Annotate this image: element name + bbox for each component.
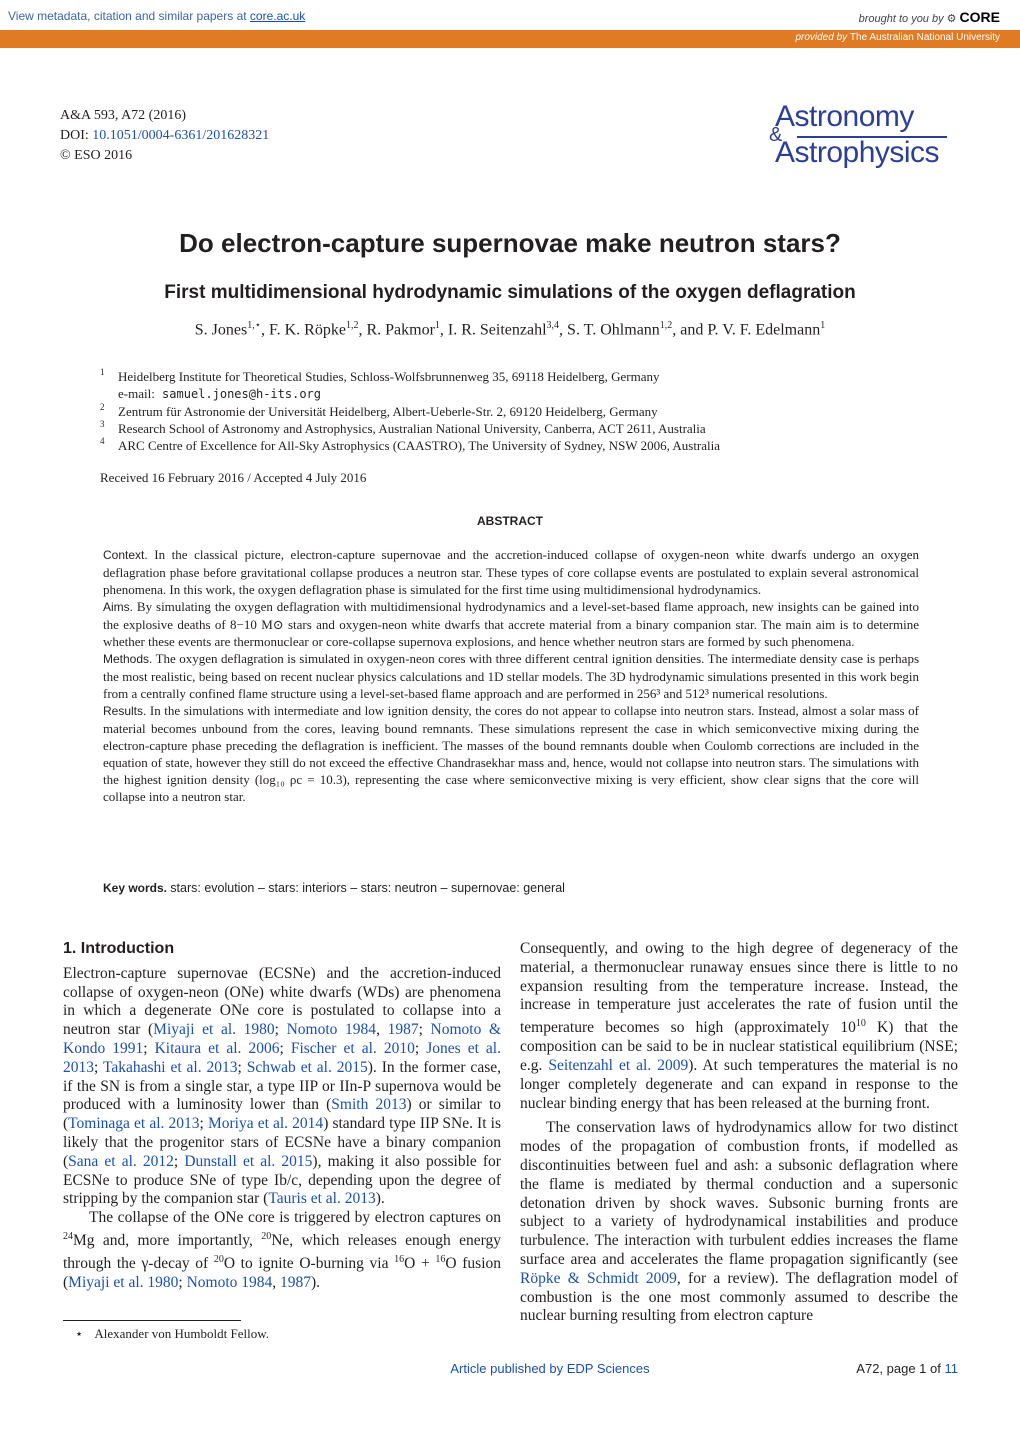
footnote-mark: ⋆ [75,1326,84,1341]
intro-paragraph-1: Electron-capture supernovae (ECSNe) and the accretion-induced collapse of oxygen-neon (ONe) white dwarfs (WDs) are phenomena in which a degenerate ONe core is postulated to collapse into a neutron star (Miyaji et al. 1980; Nomoto 1984, 1987; Nomoto & Kondo 1991; Kitaura et al. 2006; Fischer et al. 2010; Jones et al. 2013; Takahashi et al. 2013; Schwab et al. 2015). In the former case, if the SN is from a single star, a type IIP or IIn-P supernova would be produced with a luminosity lower than (Smith 2013) or similar to (Tominaga et al. 2013; Moriya et al. 2014) standard type IIP SNe. It is likely that the progenitor stars of ECSNe have a binary companion (Sana et al. 2012; Dunstall et al. 2015), making it also possible for ECSNe to produce SNe of type Ib/c, depending upon the degree of stripping by the companion star (Tauris et al. 2013). [63,964,502,1208]
affiliation [100,368,920,385]
author-affiliation-mark: 3,4 [546,320,560,331]
journal-doi-line [60,126,269,146]
body-right-column [520,940,958,1326]
paper-subtitle: First multidimensional hydrodynamic simulations of the oxygen deflagration [164,282,856,303]
citation-link[interactable]: Schwab et al. 2015 [246,1058,368,1076]
author-name: I. R. Seitenzahl [447,321,547,339]
core-brought-by[interactable] [859,9,1000,25]
intro-paragraph-3: Consequently, and owing to the high degree of degeneracy of the material, a thermonuclear runaway ensues since there is little to no expansion resulting from the temperature increase. Instead, the increase in temperature just accelerates the rate of fusion until the temperature becomes so high (approximately $10^{10}$ K) that the composition can be said to be in nuclear statistical equilibrium (NSE; e.g. Seitenzahl et al. 2009). At such temperatures the material is no longer completely degenerate and can expand in response to the nuclear binding energy that has been released at the burning front. [520,940,958,1112]
page-label: A72, page 1 of [856,1361,941,1376]
methods-text: The oxygen deflagration is simulated in oxygen-neon cores with three different central ignition densities. The intermediate density case is perhaps the most realistic, being based on recent nuclear physics calculations and 1D stellar models. The 3D hydrodynamic simulations presented in this work begin from a centrally confined flame structure using a level-set-based flame approach and are performed in 256³ and 512³ numerical resolutions. [103,651,920,701]
publisher-link[interactable]: Article published by EDP Sciences [450,1361,650,1376]
citation-link[interactable]: Röpke & Schmidt 2009 [520,1269,677,1287]
journal-meta [60,106,269,166]
abstract [103,546,919,805]
superscript: 24 [63,1230,73,1242]
abstract-aims [103,598,919,650]
citation-link[interactable]: Nomoto 1984 [186,1273,273,1291]
superscript: 20 [213,1253,224,1265]
core-brought-text: brought to you by [858,13,944,25]
citation-link[interactable]: Kitaura et al. 2006 [154,1039,280,1057]
keywords [103,880,919,896]
author-name: S. T. Ohlmann [567,321,660,339]
abstract-heading: ABSTRACT [477,514,543,528]
abstract-results [103,702,919,805]
citation-link[interactable]: Nomoto & Kondo 1991 [63,1021,502,1057]
journal-copyright: © ESO 2016 [60,148,133,163]
affiliation-text: Research School of Astronomy and Astrophysics, Australian National University, Canberra, ACT 2611, Australia [118,421,706,436]
affiliation-number: 4 [100,436,105,446]
intro-paragraph-2: The collapse of the ONe core is triggered by electron captures on $^{24}$Mg and, more importantly, $^{20}$Ne, which releases enough energy through the γ-decay of $^{20}$O to ignite O-burning via $^{16}$O + $^{16}$O fusion (Miyaji et al. 1980; Nomoto 1984, 1987). [63,1209,502,1291]
journal-citation: A&A 593, A72 (2016) [60,108,186,123]
abstract-methods [103,650,919,702]
keywords-text: stars: evolution – stars: interiors – stars: neutron – supernovae: general [170,881,565,895]
aims-label: Aims. [103,600,133,614]
body-left-column [63,940,501,1293]
core-provider-name[interactable]: The Australian National University [849,32,1000,43]
results-label: Results. [103,704,147,718]
citation-link[interactable]: Dunstall et al. 2015 [184,1152,313,1170]
citation-link[interactable]: Miyaji et al. 1980 [68,1273,179,1291]
page-total-link[interactable]: 11 [944,1361,958,1376]
core-provider [795,32,1000,43]
superscript: 16 [435,1253,446,1265]
citation-link[interactable]: Fischer et al. 2010 [290,1039,415,1057]
doi-link[interactable]: 10.1051/0004-6361/201628321 [92,128,270,143]
footnote-rule [63,1320,241,1321]
footnote [75,1326,269,1342]
author-name: P. V. F. Edelmann [707,321,821,339]
logo-ampersand: & [769,124,783,146]
author-name: S. Jones [194,321,248,339]
logo-astronomy: Astronomy [775,100,914,133]
core-logo-icon: ⚙ [946,13,957,25]
citation-link[interactable]: Smith 2013 [331,1096,407,1114]
superscript: 16 [394,1253,405,1265]
paper-title: Do electron-capture supernovae make neutron stars? [179,228,841,258]
author-affiliation-mark: 1,2 [345,320,359,331]
core-metadata-link[interactable]: core.ac.uk [249,9,306,23]
author-name: R. Pakmor [366,321,435,339]
citation-link[interactable]: 1987 [280,1273,311,1291]
affiliation-number: 3 [100,419,105,429]
affiliation [100,385,920,403]
author-list: S. Jones$^{1,⋆}$, F. K. Röpke$^{1,2}$, R. Pakmor$^1$, I. R. Seitenzahl$^{3,4}$, S. T. Ohlmann$^{1,2}$, and P. V. F. Edelmann$^1$ [194,320,826,339]
affiliation [100,437,920,454]
aims-text: By simulating the oxygen deflagration with multidimensional hydrodynamics and a level-set-based flame approach, new insights can be gained into the explosive deaths of 8−10 M⊙ stars and oxygen-neon white dwarfs that accrete material from a binary companion star. The main aim is to determine whether these events are thermonuclear or core-collapse supernova explosions, and hence whether neutron stars are formed by such phenomena. [103,599,919,649]
citation-link[interactable]: Moriya et al. 2014 [207,1115,324,1133]
core-metadata-line [8,9,305,23]
affiliations [100,368,920,454]
affiliation [100,420,920,437]
section-heading-introduction: 1. Introduction [63,940,175,957]
affiliation-text: Heidelberg Institute for Theoretical Studies, Schloss-Wolfsbrunnenweg 35, 69118 Heidelberg, Germany [118,369,660,384]
author-name: F. K. Röpke [269,321,346,339]
affiliation-text: ARC Centre of Excellence for All-Sky Astrophysics (CAASTRO), The University of Sydney, NSW 2006, Australia [118,438,721,453]
citation-link[interactable]: Nomoto 1984 [286,1021,377,1039]
citation-link[interactable]: Jones et al. 2013 [63,1039,501,1076]
author-affiliation-mark: 1,2 [659,320,673,331]
core-provided-by-text: provided by [795,32,848,43]
author-affiliation-mark: 1 [820,320,826,331]
citation-link[interactable]: Tominaga et al. 2013 [68,1115,200,1133]
methods-label: Methods. [103,652,153,666]
citation-link[interactable]: Takahashi et al. 2013 [102,1058,238,1076]
email-link[interactable]: samuel.jones@h-its.org [154,387,321,401]
context-label: Context. [103,548,148,562]
context-text: In the classical picture, electron-capture supernovae and the accretion-induced collapse of oxygen-neon white dwarfs undergo an oxygen deflagration phase before gravitational collapse produces a neutron star. These types of core collapse events are postulated to explain several astronomical phenomena. In this work, the oxygen deflagration phase is simulated for the first time using multidimensional hydrodynamics. [103,547,920,597]
author-affiliation-mark: 1,⋆ [247,320,261,331]
author-affiliation-mark: 1 [434,320,440,331]
citation-link[interactable]: 1987 [387,1021,419,1039]
abstract-context [103,546,919,598]
page-number [856,1361,958,1376]
results-text: In the simulations with intermediate and low ignition density, the cores do not appear to collapse into neutron stars. Instead, almost a solar mass of material becomes unbound from the cores, leaving bound remnants. These simulations represent the case in which semiconvective mixing during the electron-capture phase preceding the deflagration is inefficient. The masses of the bound remnants double when Coulomb corrections are included in the equation of state, however they still do not exceed the effective Chandrasekhar mass and, hence, would not collapse into neutron stars. The simulations with the highest ignition density (log₁₀ ρc = 10.3), representing the case where semiconvective mixing is very efficient, show clear signs that the core will collapse into a neutron star. [103,703,919,804]
affiliation [100,403,920,420]
affiliation-text: Zentrum für Astronomie der Universität Heidelberg, Albert-Ueberle-Str. 2, 69120 Heidelberg, Germany [118,404,658,419]
affiliation-number: 2 [100,402,105,412]
core-metadata-text: View metadata, citation and similar papers at [8,9,247,23]
logo-astrophysics: Astrophysics [775,136,940,169]
citation-link[interactable]: Sana et al. 2012 [68,1152,174,1170]
affiliation-text: e-mail: [118,386,155,401]
superscript: 10 [855,1018,866,1030]
footnote-text: Alexander von Humboldt Fellow. [94,1326,270,1341]
affiliation-number: 1 [100,367,105,377]
doi-label: DOI: [60,128,89,143]
intro-paragraph-4: The conservation laws of hydrodynamics allow for two distinct modes of the propagation of combustion fronts, if modelled as discontinuities between fuel and ash: a subsonic deflagration where the flame is mediated by thermal conduction and a supersonic detonation driven by shock waves. Subsonic burning fronts are subject to a variety of hydrodynamical instabilities and produce turbulence. The interaction with turbulent eddies increases the flame surface area and accelerates the flame propagation significantly (see Röpke & Schmidt 2009, for a review). The deflagration model of combustion is the one most commonly assumed to describe the nuclear burning resulting from electron capture [520,1119,958,1325]
superscript: 20 [261,1230,272,1242]
received-dates: Received 16 February 2016 / Accepted 4 July 2016 [100,470,367,485]
keywords-label: Key words. [103,881,168,895]
core-brand: CORE [959,9,1000,25]
citation-link[interactable]: Miyaji et al. 1980 [153,1021,275,1039]
journal-logo [769,100,965,174]
citation-link[interactable]: Tauris et al. 2013 [268,1190,376,1208]
citation-link[interactable]: Seitenzahl et al. 2009 [548,1056,689,1074]
